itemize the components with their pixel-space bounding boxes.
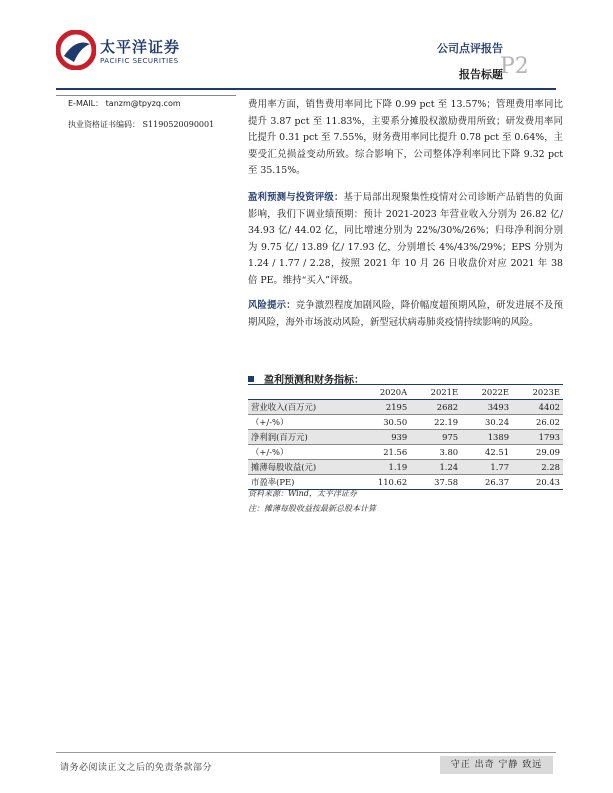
table-cell: 1.19 [356, 460, 410, 475]
footer-disclaimer: 请务必阅读正文之后的免责条款部分 [60, 763, 213, 773]
table-cell: 2.28 [512, 460, 563, 475]
table-cell: 1.24 [410, 460, 461, 475]
table-note: 注：摊薄每股收益按最新总股本计算 [248, 504, 376, 513]
table-cell: 939 [356, 430, 410, 445]
analyst-email: E-MAIL： tanzm@tpyzq.com [68, 99, 181, 108]
table-cell: 42.51 [461, 445, 512, 460]
footer-divider [56, 752, 556, 753]
table-cell: 1.77 [461, 460, 512, 475]
brand-name-cn: 太平洋证券 [100, 38, 181, 56]
analyst-info [68, 98, 238, 140]
table-cell: 30.24 [461, 415, 512, 430]
table-cell: 3.80 [410, 445, 461, 460]
table-cell: （+/-%） [248, 415, 356, 430]
company-logo [56, 26, 186, 74]
table-header-cell: 2020A [356, 385, 410, 400]
sidebar-divider [56, 95, 236, 96]
table-cell: （+/-%） [248, 445, 356, 460]
table-header-cell: 2021E [410, 385, 461, 400]
table-header-cell: 2022E [461, 385, 512, 400]
table-cell: 1389 [461, 430, 512, 445]
table-cell: 22.19 [410, 415, 461, 430]
table-cell: 摊薄每股收益(元) [248, 460, 356, 475]
risk-paragraph [248, 298, 563, 331]
financial-table [248, 385, 563, 490]
pacific-securities-logo-icon [56, 30, 96, 70]
table-row [248, 400, 563, 415]
risk-text: 竞争激烈程度加剧风险，降价幅度超预期风险，研发进展不及预期风险，海外市场波动风险，新型冠状病毒肺炎疫情持续影响的风险。 [248, 300, 563, 328]
forecast-text: 基于局部出现聚集性疫情对公司诊断产品销售的负面影响，我们下调业绩预期：预计 2021-2023 年营业收入分别为 26.82 亿/ 34.93 亿/ 44.02 亿，同比增速分别为 22%/30%/26%；归母净利润分别为 9.75 亿/ 13.89 亿/ 17.93 亿，分别增长 4%/43%/29%；EPS 分别为 1.24 / 1.77 / 2.28，按照 2021 年 10 月 26 日收盘价对应 2021 年 38 倍 PE。维持“买入”评级。 [248, 192, 563, 286]
expense-paragraph: 费用率方面，销售费用率同比下降 0.99 pct 至 13.57%；管理费用率同比提升 3.87 pct 至 11.83%，主要系分摊股权激励费用所致；研发费用率同比提升 0.31 pct 至 7.55%，财务费用率同比提升 0.78 pct 至 0.64%，主要受汇兑损益变动所致。综合影响下，公司整体净利率同比下降 9.32 pct 至 35.15%。 [248, 99, 563, 176]
brand-name-en: PACIFIC SECURITIES [100, 57, 179, 65]
table-cell: 30.50 [356, 415, 410, 430]
table-cell: 净利润(百万元) [248, 430, 356, 445]
document-type: 公司点评报告 [437, 42, 503, 55]
table-cell: 975 [410, 430, 461, 445]
table-header-cell: 2023E [512, 385, 563, 400]
table-cell: 37.58 [410, 475, 461, 490]
table-header-row [248, 385, 563, 400]
table-row [248, 430, 563, 445]
table-row [248, 460, 563, 475]
footer-motto: 守正 出奇 宁静 致远 [440, 756, 553, 774]
table-cell: 110.62 [356, 475, 410, 490]
square-bullet-icon [248, 376, 254, 382]
forecast-heading: 盈利预测与投资评级： [248, 192, 344, 203]
page-number: P2 [500, 54, 529, 79]
report-title: 报告标题 [459, 68, 503, 81]
table-cell: 市盈率(PE) [248, 475, 356, 490]
table-cell: 4402 [512, 400, 563, 415]
table-cell: 21.56 [356, 445, 410, 460]
table-row [248, 415, 563, 430]
table-cell: 2682 [410, 400, 461, 415]
table-cell: 2195 [356, 400, 410, 415]
analyst-license: 执业资格证书编码： S1190520090001 [68, 120, 215, 129]
table-row [248, 445, 563, 460]
table-cell: 29.09 [512, 445, 563, 460]
table-cell: 1793 [512, 430, 563, 445]
table-header-cell [248, 385, 356, 400]
table-cell: 26.02 [512, 415, 563, 430]
forecast-paragraph [248, 190, 563, 289]
risk-heading: 风险提示： [248, 300, 296, 311]
table-cell: 营业收入(百万元) [248, 400, 356, 415]
table-cell: 20.43 [512, 475, 563, 490]
table-cell: 26.37 [461, 475, 512, 490]
table-cell: 3493 [461, 400, 512, 415]
table-source: 资料来源：Wind，太平洋证券 [248, 489, 357, 498]
header-divider [56, 88, 556, 90]
table-title-text: 盈利预测和财务指标： [264, 375, 364, 386]
